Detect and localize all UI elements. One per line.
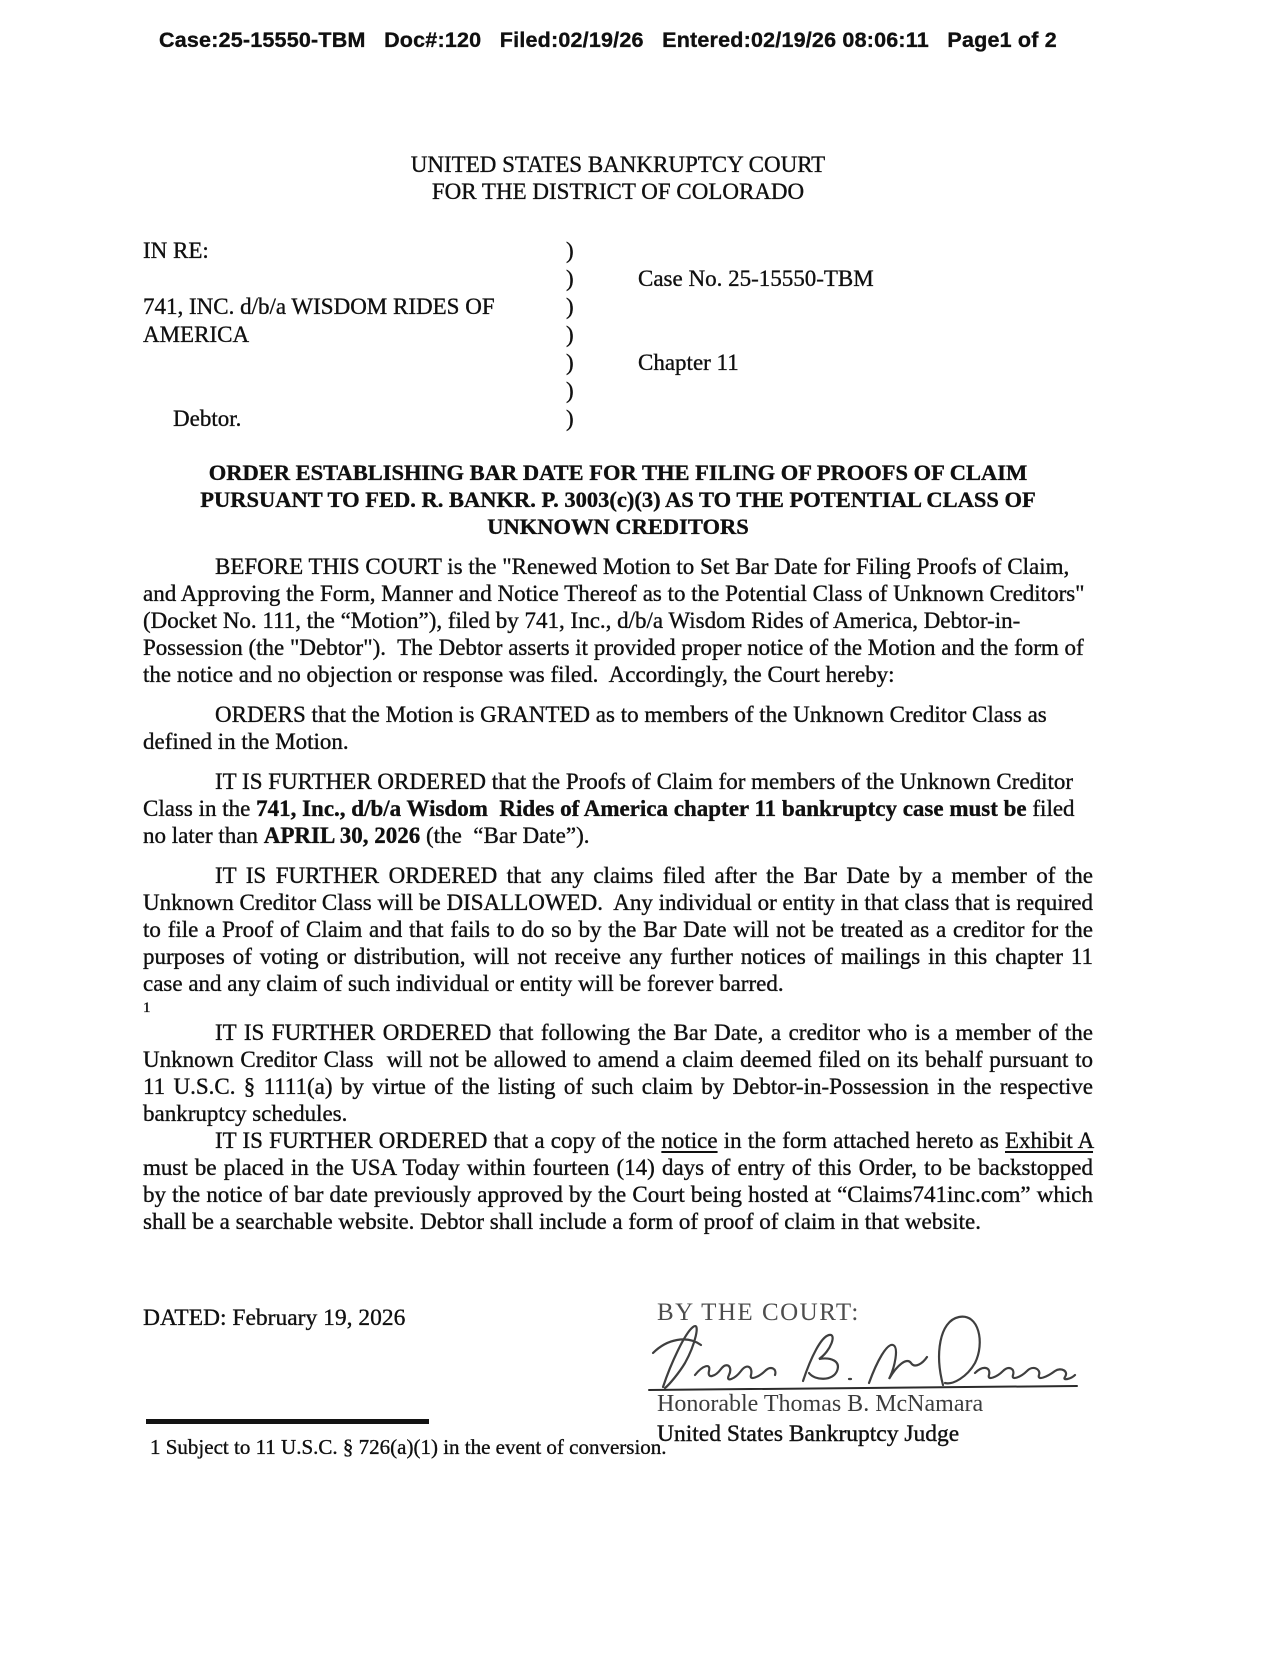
para-notice-publication: IT IS FURTHER ORDERED that a copy of the notice in the form attached hereto as Exhibit A must be placed in the USA Today within fourteen (14) days of entry of this Order, to be backstopped by the notice of bar date previously approved by the Court being hosted at “Claims741inc.com” which shall be a searchable website. Debtor shall include a form of proof of claim in that website. <box>143 1128 1099 1234</box>
caption-paren: ) <box>566 378 574 403</box>
caption-paren: ) <box>566 406 574 431</box>
caption-left-text <box>143 349 566 377</box>
caption-left-text: IN RE: <box>143 238 209 263</box>
judge-name: Honorable Thomas B. McNamara <box>657 1391 984 1417</box>
footnote-ref-line: 1 <box>143 1000 151 1016</box>
court-title <box>143 151 1093 205</box>
caption-paren: ) <box>566 266 574 291</box>
caption-left-text: AMERICA <box>143 322 250 347</box>
para-orders-granted: ORDERS that the Motion is GRANTED as to members of the Unknown Creditor Class as defined in the Motion. <box>143 702 1053 754</box>
caption-paren: ) <box>566 238 574 263</box>
caption-right-text <box>638 321 1093 349</box>
signature-block <box>657 1299 1097 1448</box>
caption-right-text <box>638 293 1093 321</box>
by-the-court-label: BY THE COURT: <box>657 1299 860 1326</box>
footnote-separator <box>146 1419 429 1424</box>
footnote-text: 1 Subject to 11 U.S.C. § 726(a)(1) in the event of conversion. <box>150 1435 667 1459</box>
caption-right-text <box>638 237 1093 265</box>
judge-title: United States Bankruptcy Judge <box>657 1421 960 1447</box>
order-title-line: UNKNOWN CREDITORS <box>487 514 749 539</box>
court-title-line1: UNITED STATES BANKRUPTCY COURT <box>410 152 826 177</box>
caption-left-text: Debtor. <box>173 406 242 431</box>
para-before-this-court: BEFORE THIS COURT is the "Renewed Motion to Set Bar Date for Filing Proofs of Claim, and Approving the Form, Manner and Notice Thereof as to the Potential Class of Unknown Creditors" (Docket No. 111, the “Motion”), filed by 741, Inc., d/b/a Wisdom Rides of America, Debtor-in-Possession (the "Debtor"). The Debtor asserts it provided proper notice of the Motion and the form of the notice and no objection or response was filed. Accordingly, the Court hereby: <box>143 554 1091 687</box>
para-disallowed: IT IS FURTHER ORDERED that any claims filed after the Bar Date by a member of the Unknown Creditor Class will be DISALLOWED. Any individual or entity in that class that is required to file a Proof of Claim and that fails to do so by the Bar Date will not be treated as a creditor for the purposes of voting or distribution, will not receive any further notices of mailings in this chapter 11 case and any claim of such individual or entity will be forever barred. <box>143 863 1099 996</box>
para-bar-date: IT IS FURTHER ORDERED that the Proofs of Claim for members of the Unknown Creditor Class in the 741, Inc., d/b/a Wisdom Rides of America chapter 11 bankruptcy case must be filed no later than APRIL 30, 2026 (the “Bar Date”). <box>143 769 1081 848</box>
caption-grid <box>143 237 1093 433</box>
caption-paren: ) <box>566 350 574 375</box>
dated-line: DATED: February 19, 2026 <box>143 1305 406 1331</box>
caption-left-text: 741, INC. d/b/a WISDOM RIDES OF <box>143 294 495 319</box>
caption-paren: ) <box>566 322 574 347</box>
order-title-line: PURSUANT TO FED. R. BANKR. P. 3003(c)(3) AS TO THE POTENTIAL CLASS OF <box>200 487 1036 512</box>
caption-right-text <box>638 405 1093 433</box>
ecf-filing-stamp: Case:25-15550-TBM Doc#:120 Filed:02/19/26 Entered:02/19/26 08:06:11 Page1 of 2 <box>159 28 1057 52</box>
caption-right-text: Case No. 25-15550-TBM <box>638 266 874 291</box>
para-amend-claim: IT IS FURTHER ORDERED that following the Bar Date, a creditor who is a member of the Unknown Creditor Class will not be allowed to amend a claim deemed filed on its behalf pursuant to 11 U.S.C. § 1111(a) by virtue of the listing of such claim by Debtor-in-Possession in the respective bankruptcy schedules. <box>143 1020 1099 1126</box>
bottom-section <box>143 1293 1093 1605</box>
caption-paren: ) <box>566 294 574 319</box>
caption-right-text <box>638 377 1093 405</box>
court-title-line2: FOR THE DISTRICT OF COLORADO <box>431 179 805 204</box>
caption-left-text <box>143 265 566 293</box>
order-title-line: ORDER ESTABLISHING BAR DATE FOR THE FILING OF PROOFS OF CLAIM <box>208 460 1028 485</box>
body-paragraphs <box>143 553 1099 1235</box>
caption-right-text: Chapter 11 <box>638 350 739 375</box>
order-title <box>143 459 1093 540</box>
caption-left-text <box>143 377 566 405</box>
